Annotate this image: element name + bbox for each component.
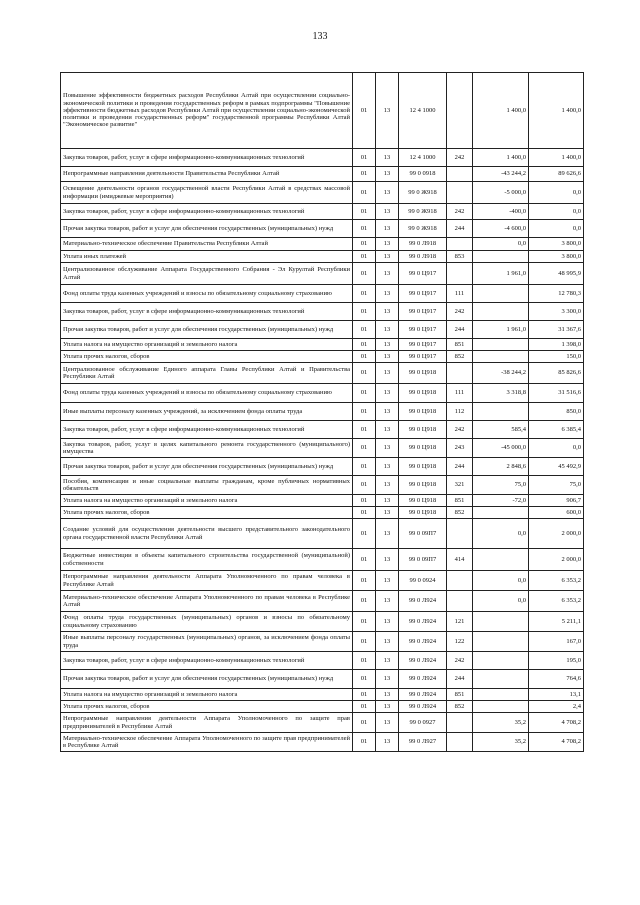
subsection-code-cell: 13 <box>376 632 399 652</box>
expense-name-cell: Непрограммные направления деятельности Аппарата Уполномоченного по правам человека в Республике Алтай <box>61 571 353 591</box>
subsection-code-cell: 13 <box>376 73 399 149</box>
target-article-cell: 99 0 Л924 <box>399 701 447 713</box>
subsection-code-cell: 13 <box>376 339 399 351</box>
total-amount-cell: 0,0 <box>529 439 584 458</box>
subsection-code-cell: 13 <box>376 263 399 285</box>
subsection-code-cell: 13 <box>376 220 399 238</box>
section-code-cell: 01 <box>353 149 376 167</box>
expense-name-cell: Уплата прочих налогов, сборов <box>61 351 353 363</box>
expense-type-cell: 853 <box>447 251 473 263</box>
subsection-code-cell: 13 <box>376 591 399 612</box>
change-amount-cell: 1 400,0 <box>473 73 529 149</box>
total-amount-cell: 167,0 <box>529 632 584 652</box>
expense-name-cell: Уплата налога на имущество организаций и земельного налога <box>61 339 353 351</box>
total-amount-cell: 6 353,2 <box>529 571 584 591</box>
section-code-cell: 01 <box>353 571 376 591</box>
target-article-cell: 99 0 Ц918 <box>399 495 447 507</box>
subsection-code-cell: 13 <box>376 507 399 519</box>
target-article-cell: 99 0 09П7 <box>399 549 447 571</box>
change-amount-cell <box>473 251 529 263</box>
section-code-cell: 01 <box>353 351 376 363</box>
total-amount-cell: 45 492,9 <box>529 458 584 476</box>
expense-type-cell: 852 <box>447 701 473 713</box>
expense-type-cell: 122 <box>447 632 473 652</box>
total-amount-cell: 1 398,0 <box>529 339 584 351</box>
section-code-cell: 01 <box>353 439 376 458</box>
table-row <box>61 251 584 263</box>
expense-type-cell <box>447 73 473 149</box>
change-amount-cell <box>473 689 529 701</box>
expense-name-cell: Уплата прочих налогов, сборов <box>61 507 353 519</box>
section-code-cell: 01 <box>353 591 376 612</box>
table-row <box>61 439 584 458</box>
table-row <box>61 476 584 495</box>
change-amount-cell <box>473 303 529 321</box>
expense-name-cell: Централизованное обслуживание Аппарата Государственного Собрания - Эл Курултай Республики Алтай <box>61 263 353 285</box>
change-amount-cell: -400,0 <box>473 204 529 220</box>
budget-table <box>60 72 584 752</box>
expense-name-cell: Освещение деятельности органов государственной власти Республики Алтай в средствах массовой информации (имиджевые мероприятия) <box>61 182 353 204</box>
section-code-cell: 01 <box>353 495 376 507</box>
target-article-cell: 99 0 Ц918 <box>399 403 447 421</box>
total-amount-cell: 195,0 <box>529 652 584 670</box>
total-amount-cell: 75,0 <box>529 476 584 495</box>
change-amount-cell: 1 961,0 <box>473 263 529 285</box>
total-amount-cell: 4 708,2 <box>529 733 584 752</box>
change-amount-cell <box>473 339 529 351</box>
target-article-cell: 99 0 Ц917 <box>399 339 447 351</box>
target-article-cell: 99 0 Ц917 <box>399 285 447 303</box>
section-code-cell: 01 <box>353 251 376 263</box>
expense-type-cell: 242 <box>447 149 473 167</box>
table-row <box>61 384 584 403</box>
section-code-cell: 01 <box>353 167 376 182</box>
target-article-cell: 99 0 Л924 <box>399 612 447 632</box>
change-amount-cell: 2 848,6 <box>473 458 529 476</box>
total-amount-cell: 764,6 <box>529 670 584 689</box>
target-article-cell: 99 0 Ц918 <box>399 363 447 384</box>
target-article-cell: 99 0 Л918 <box>399 238 447 251</box>
table-row <box>61 363 584 384</box>
expense-type-cell: 242 <box>447 421 473 439</box>
subsection-code-cell: 13 <box>376 689 399 701</box>
expense-name-cell: Закупка товаров, работ, услуг в сфере информационно-коммуникационных технологий <box>61 303 353 321</box>
expense-type-cell: 243 <box>447 439 473 458</box>
change-amount-cell: 3 318,8 <box>473 384 529 403</box>
table-row <box>61 591 584 612</box>
change-amount-cell: -45 000,0 <box>473 439 529 458</box>
table-row <box>61 689 584 701</box>
total-amount-cell: 1 400,0 <box>529 73 584 149</box>
expense-type-cell: 852 <box>447 507 473 519</box>
table-row <box>61 182 584 204</box>
total-amount-cell: 13,1 <box>529 689 584 701</box>
section-code-cell: 01 <box>353 701 376 713</box>
target-article-cell: 99 0 Ц918 <box>399 384 447 403</box>
table-row <box>61 204 584 220</box>
expense-name-cell: Бюджетные инвестиции в объекты капитального строительства государственной (муниципальной) собственности <box>61 549 353 571</box>
table-row <box>61 403 584 421</box>
section-code-cell: 01 <box>353 670 376 689</box>
expense-name-cell: Непрограммные направления деятельности Правительства Республики Алтай <box>61 167 353 182</box>
subsection-code-cell: 13 <box>376 149 399 167</box>
subsection-code-cell: 13 <box>376 182 399 204</box>
subsection-code-cell: 13 <box>376 251 399 263</box>
expense-type-cell <box>447 167 473 182</box>
section-code-cell: 01 <box>353 73 376 149</box>
expense-name-cell: Создание условий для осуществления деятельности высшего представительного законодательного органа государственной власти Республики Алтай <box>61 519 353 549</box>
target-article-cell: 99 0 0927 <box>399 713 447 733</box>
table-row <box>61 421 584 439</box>
section-code-cell: 01 <box>353 689 376 701</box>
target-article-cell: 99 0 0918 <box>399 167 447 182</box>
section-code-cell: 01 <box>353 220 376 238</box>
total-amount-cell: 3 800,0 <box>529 238 584 251</box>
change-amount-cell: 35,2 <box>473 733 529 752</box>
subsection-code-cell: 13 <box>376 670 399 689</box>
target-article-cell: 12 4 1000 <box>399 149 447 167</box>
change-amount-cell <box>473 670 529 689</box>
total-amount-cell: 12 780,3 <box>529 285 584 303</box>
total-amount-cell: 85 826,6 <box>529 363 584 384</box>
expense-type-cell: 121 <box>447 612 473 632</box>
total-amount-cell: 6 385,4 <box>529 421 584 439</box>
section-code-cell: 01 <box>353 263 376 285</box>
table-row <box>61 285 584 303</box>
expense-type-cell <box>447 733 473 752</box>
expense-name-cell: Непрограммные направления деятельности Аппарата Уполномоченного по защите прав предпринимателей в Республике Алтай <box>61 713 353 733</box>
change-amount-cell: 585,4 <box>473 421 529 439</box>
table-row <box>61 303 584 321</box>
expense-name-cell: Уплата иных платежей <box>61 251 353 263</box>
total-amount-cell: 31 516,6 <box>529 384 584 403</box>
total-amount-cell: 3 300,0 <box>529 303 584 321</box>
change-amount-cell: 0,0 <box>473 519 529 549</box>
change-amount-cell <box>473 632 529 652</box>
target-article-cell: 99 0 Л924 <box>399 632 447 652</box>
change-amount-cell: -72,0 <box>473 495 529 507</box>
subsection-code-cell: 13 <box>376 321 399 339</box>
expense-name-cell: Материально-техническое обеспечение Правительства Республики Алтай <box>61 238 353 251</box>
section-code-cell: 01 <box>353 458 376 476</box>
change-amount-cell <box>473 285 529 303</box>
section-code-cell: 01 <box>353 652 376 670</box>
expense-name-cell: Закупка товаров, работ, услуг в сфере информационно-коммуникационных технологий <box>61 421 353 439</box>
subsection-code-cell: 13 <box>376 571 399 591</box>
subsection-code-cell: 13 <box>376 519 399 549</box>
subsection-code-cell: 13 <box>376 204 399 220</box>
expense-name-cell: Прочая закупка товаров, работ и услуг для обеспечения государственных (муниципальных) нужд <box>61 670 353 689</box>
subsection-code-cell: 13 <box>376 733 399 752</box>
target-article-cell: 99 0 Ц917 <box>399 263 447 285</box>
target-article-cell: 99 0 Ц918 <box>399 507 447 519</box>
expense-name-cell: Фонд оплаты труда казенных учреждений и взносы по обязательному социальному страхованию <box>61 285 353 303</box>
subsection-code-cell: 13 <box>376 351 399 363</box>
section-code-cell: 01 <box>353 403 376 421</box>
subsection-code-cell: 13 <box>376 285 399 303</box>
subsection-code-cell: 13 <box>376 701 399 713</box>
expense-type-cell <box>447 263 473 285</box>
expense-type-cell: 414 <box>447 549 473 571</box>
section-code-cell: 01 <box>353 519 376 549</box>
expense-name-cell: Прочая закупка товаров, работ и услуг для обеспечения государственных (муниципальных) нужд <box>61 220 353 238</box>
target-article-cell: 99 0 Ц917 <box>399 321 447 339</box>
target-article-cell: 99 0 09П7 <box>399 519 447 549</box>
subsection-code-cell: 13 <box>376 403 399 421</box>
target-article-cell: 99 0 Ж918 <box>399 182 447 204</box>
table-row <box>61 351 584 363</box>
expense-name-cell: Закупка товаров, работ, услуг в сфере информационно-коммуникационных технологий <box>61 204 353 220</box>
target-article-cell: 99 0 Л924 <box>399 670 447 689</box>
target-article-cell: 99 0 Л927 <box>399 733 447 752</box>
subsection-code-cell: 13 <box>376 549 399 571</box>
target-article-cell: 99 0 Л924 <box>399 652 447 670</box>
table-row <box>61 652 584 670</box>
target-article-cell: 99 0 Л924 <box>399 689 447 701</box>
change-amount-cell: 0,0 <box>473 591 529 612</box>
change-amount-cell: 35,2 <box>473 713 529 733</box>
table-row <box>61 670 584 689</box>
table-row <box>61 632 584 652</box>
table-row <box>61 238 584 251</box>
expense-type-cell <box>447 238 473 251</box>
expense-name-cell: Материально-техническое обеспечение Аппарата Уполномоченного по правам человека в Республике Алтай <box>61 591 353 612</box>
change-amount-cell <box>473 612 529 632</box>
target-article-cell: 99 0 Л924 <box>399 591 447 612</box>
section-code-cell: 01 <box>353 384 376 403</box>
total-amount-cell: 0,0 <box>529 204 584 220</box>
section-code-cell: 01 <box>353 612 376 632</box>
total-amount-cell: 850,0 <box>529 403 584 421</box>
total-amount-cell: 1 400,0 <box>529 149 584 167</box>
subsection-code-cell: 13 <box>376 476 399 495</box>
subsection-code-cell: 13 <box>376 421 399 439</box>
expense-name-cell: Иные выплаты персоналу государственных (муниципальных) органов, за исключением фонда оплаты труда <box>61 632 353 652</box>
total-amount-cell: 2,4 <box>529 701 584 713</box>
change-amount-cell <box>473 652 529 670</box>
total-amount-cell: 48 995,9 <box>529 263 584 285</box>
change-amount-cell <box>473 549 529 571</box>
section-code-cell: 01 <box>353 182 376 204</box>
expense-name-cell: Уплата прочих налогов, сборов <box>61 701 353 713</box>
section-code-cell: 01 <box>353 339 376 351</box>
expense-type-cell <box>447 363 473 384</box>
subsection-code-cell: 13 <box>376 652 399 670</box>
target-article-cell: 99 0 Ц918 <box>399 421 447 439</box>
table-row <box>61 549 584 571</box>
expense-name-cell: Закупка товаров, работ, услуг в сфере информационно-коммуникационных технологий <box>61 652 353 670</box>
table-row <box>61 167 584 182</box>
target-article-cell: 99 0 Ж918 <box>399 220 447 238</box>
expense-type-cell: 244 <box>447 670 473 689</box>
expense-name-cell: Уплата налога на имущество организаций и земельного налога <box>61 689 353 701</box>
subsection-code-cell: 13 <box>376 458 399 476</box>
expense-type-cell <box>447 519 473 549</box>
total-amount-cell: 3 800,0 <box>529 251 584 263</box>
table-row <box>61 571 584 591</box>
expense-type-cell: 244 <box>447 458 473 476</box>
section-code-cell: 01 <box>353 204 376 220</box>
change-amount-cell <box>473 507 529 519</box>
expense-name-cell: Фонд оплаты труда казенных учреждений и взносы по обязательному социальному страхованию <box>61 384 353 403</box>
table-row <box>61 458 584 476</box>
change-amount-cell: 0,0 <box>473 238 529 251</box>
subsection-code-cell: 13 <box>376 384 399 403</box>
target-article-cell: 99 0 Ц917 <box>399 351 447 363</box>
expense-type-cell: 111 <box>447 384 473 403</box>
expense-name-cell: Пособия, компенсации и иные социальные выплаты гражданам, кроме публичных нормативных обязательств <box>61 476 353 495</box>
total-amount-cell: 4 708,2 <box>529 713 584 733</box>
total-amount-cell: 6 353,2 <box>529 591 584 612</box>
change-amount-cell: -43 244,2 <box>473 167 529 182</box>
section-code-cell: 01 <box>353 476 376 495</box>
expense-type-cell: 111 <box>447 285 473 303</box>
expense-type-cell: 244 <box>447 321 473 339</box>
subsection-code-cell: 13 <box>376 439 399 458</box>
expense-type-cell: 244 <box>447 220 473 238</box>
section-code-cell: 01 <box>353 507 376 519</box>
expense-type-cell <box>447 182 473 204</box>
expense-type-cell: 852 <box>447 351 473 363</box>
expense-name-cell: Уплата налога на имущество организаций и земельного налога <box>61 495 353 507</box>
section-code-cell: 01 <box>353 733 376 752</box>
change-amount-cell: 0,0 <box>473 571 529 591</box>
total-amount-cell: 2 000,0 <box>529 549 584 571</box>
section-code-cell: 01 <box>353 238 376 251</box>
table-row <box>61 713 584 733</box>
target-article-cell: 99 0 Л918 <box>399 251 447 263</box>
expense-type-cell: 851 <box>447 495 473 507</box>
section-code-cell: 01 <box>353 321 376 339</box>
total-amount-cell: 89 626,6 <box>529 167 584 182</box>
subsection-code-cell: 13 <box>376 612 399 632</box>
expense-name-cell: Закупка товаров, работ, услуг в целях капитального ремонта государственного (муниципального) имущества <box>61 439 353 458</box>
expense-type-cell: 851 <box>447 689 473 701</box>
section-code-cell: 01 <box>353 303 376 321</box>
expense-type-cell: 242 <box>447 652 473 670</box>
change-amount-cell <box>473 351 529 363</box>
target-article-cell: 99 0 Ж918 <box>399 204 447 220</box>
target-article-cell: 99 0 0924 <box>399 571 447 591</box>
expense-name-cell: Фонд оплаты труда государственных (муниципальных) органов и взносы по обязательному социальному страхованию <box>61 612 353 632</box>
total-amount-cell: 0,0 <box>529 182 584 204</box>
subsection-code-cell: 13 <box>376 238 399 251</box>
table-row <box>61 701 584 713</box>
expense-type-cell: 321 <box>447 476 473 495</box>
subsection-code-cell: 13 <box>376 363 399 384</box>
table-row <box>61 149 584 167</box>
change-amount-cell: 1 400,0 <box>473 149 529 167</box>
table-row <box>61 507 584 519</box>
section-code-cell: 01 <box>353 363 376 384</box>
total-amount-cell: 600,0 <box>529 507 584 519</box>
expense-name-cell: Прочая закупка товаров, работ и услуг для обеспечения государственных (муниципальных) нужд <box>61 458 353 476</box>
total-amount-cell: 150,0 <box>529 351 584 363</box>
total-amount-cell: 906,7 <box>529 495 584 507</box>
expense-type-cell: 242 <box>447 204 473 220</box>
target-article-cell: 12 4 1000 <box>399 73 447 149</box>
target-article-cell: 99 0 Ц917 <box>399 303 447 321</box>
change-amount-cell <box>473 403 529 421</box>
table-row <box>61 519 584 549</box>
table-row <box>61 733 584 752</box>
page-number: 133 <box>312 31 328 42</box>
expense-name-cell: Материально-техническое обеспечение Аппарата Уполномоченного по защите прав предпринимателей в Республике Алтай <box>61 733 353 752</box>
change-amount-cell: 75,0 <box>473 476 529 495</box>
table-row <box>61 263 584 285</box>
subsection-code-cell: 13 <box>376 495 399 507</box>
table-row <box>61 220 584 238</box>
total-amount-cell: 5 211,1 <box>529 612 584 632</box>
section-code-cell: 01 <box>353 549 376 571</box>
total-amount-cell: 2 000,0 <box>529 519 584 549</box>
section-code-cell: 01 <box>353 421 376 439</box>
expense-name-cell: Прочая закупка товаров, работ и услуг для обеспечения государственных (муниципальных) нужд <box>61 321 353 339</box>
table-row <box>61 612 584 632</box>
subsection-code-cell: 13 <box>376 303 399 321</box>
expense-type-cell: 112 <box>447 403 473 421</box>
total-amount-cell: 0,0 <box>529 220 584 238</box>
total-amount-cell: 31 367,6 <box>529 321 584 339</box>
change-amount-cell: -38 244,2 <box>473 363 529 384</box>
target-article-cell: 99 0 Ц918 <box>399 439 447 458</box>
subsection-code-cell: 13 <box>376 167 399 182</box>
table-row <box>61 321 584 339</box>
table-row <box>61 339 584 351</box>
expense-type-cell <box>447 571 473 591</box>
table-row <box>61 495 584 507</box>
change-amount-cell: -5 000,0 <box>473 182 529 204</box>
target-article-cell: 99 0 Ц918 <box>399 476 447 495</box>
section-code-cell: 01 <box>353 713 376 733</box>
section-code-cell: 01 <box>353 632 376 652</box>
subsection-code-cell: 13 <box>376 713 399 733</box>
section-code-cell: 01 <box>353 285 376 303</box>
expense-name-cell: Повышение эффективности бюджетных расходов Республики Алтай при осуществлении социально-экономической политики и проведения государственных реформ в рамках подпрограммы "Повышение эффективности бюджетных расходов Республики Алтай при осуществлении социально-экономической политики и проведении государственных реформ" государственной программы Республики Алтай "Экономическое развитие" <box>61 73 353 149</box>
expense-type-cell: 242 <box>447 303 473 321</box>
expense-type-cell <box>447 591 473 612</box>
change-amount-cell: -4 600,0 <box>473 220 529 238</box>
change-amount-cell: 1 961,0 <box>473 321 529 339</box>
expense-name-cell: Централизованное обслуживание Единого аппарата Главы Республики Алтай и Правительства Республики Алтай <box>61 363 353 384</box>
target-article-cell: 99 0 Ц918 <box>399 458 447 476</box>
change-amount-cell <box>473 701 529 713</box>
table-row <box>61 73 584 149</box>
expense-name-cell: Закупка товаров, работ, услуг в сфере информационно-коммуникационных технологий <box>61 149 353 167</box>
expense-type-cell <box>447 713 473 733</box>
expense-name-cell: Иные выплаты персоналу казенных учреждений, за исключением фонда оплаты труда <box>61 403 353 421</box>
expense-type-cell: 851 <box>447 339 473 351</box>
